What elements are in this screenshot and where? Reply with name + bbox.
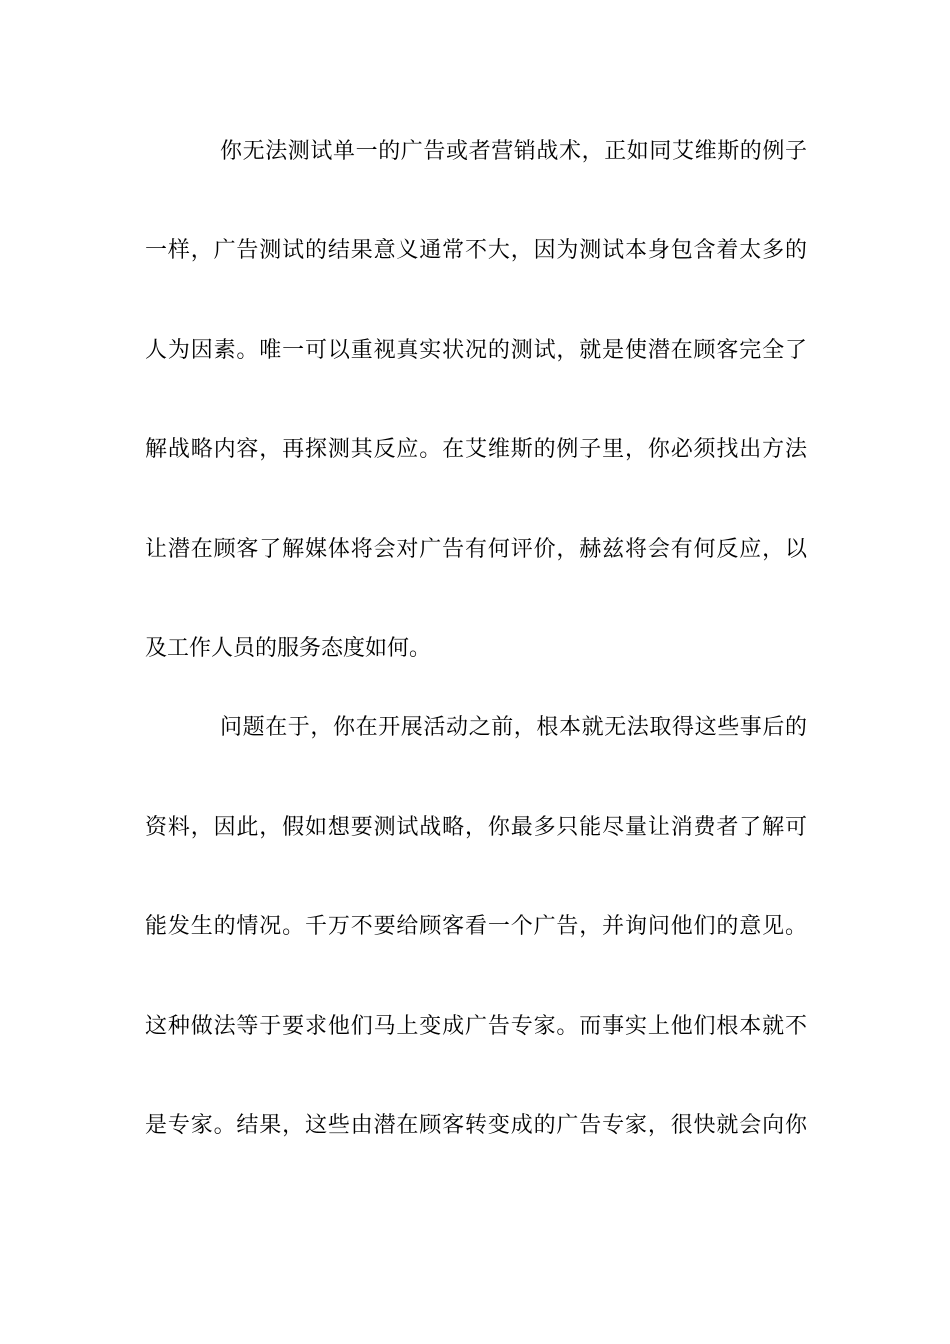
- paragraph-2-line-5: 是专家。结果，这些由潜在顾客转变成的广告专家，很快就会向你: [145, 1113, 807, 1138]
- paragraph-2-line-1: 问题在于，你在开展活动之前，根本就无法取得这些事后的: [220, 715, 807, 740]
- paragraph-1-line-3: 人为因素。唯一可以重视真实状况的测试，就是使潜在顾客完全了: [145, 338, 807, 363]
- paragraph-1-line-4: 解战略内容，再探测其反应。在艾维斯的例子里，你必须找出方法: [145, 437, 807, 462]
- paragraph-2-line-4: 这种做法等于要求他们马上变成广告专家。而事实上他们根本就不: [145, 1014, 807, 1039]
- paragraph-1-line-5: 让潜在顾客了解媒体将会对广告有何评价，赫兹将会有何反应，以: [145, 537, 807, 562]
- paragraph-2-line-3: 能发生的情况。千万不要给顾客看一个广告，并询问他们的意见。: [145, 914, 807, 939]
- paragraph-2-line-2: 资料，因此，假如想要测试战略，你最多只能尽量让消费者了解可: [145, 815, 807, 840]
- paragraph-1-line-2: 一样，广告测试的结果意义通常不大，因为测试本身包含着太多的: [145, 238, 807, 263]
- paragraph-1-line-1: 你无法测试单一的广告或者营销战术，正如同艾维斯的例子: [220, 139, 807, 164]
- paragraph-1-line-6: 及工作人员的服务态度如何。: [145, 636, 432, 661]
